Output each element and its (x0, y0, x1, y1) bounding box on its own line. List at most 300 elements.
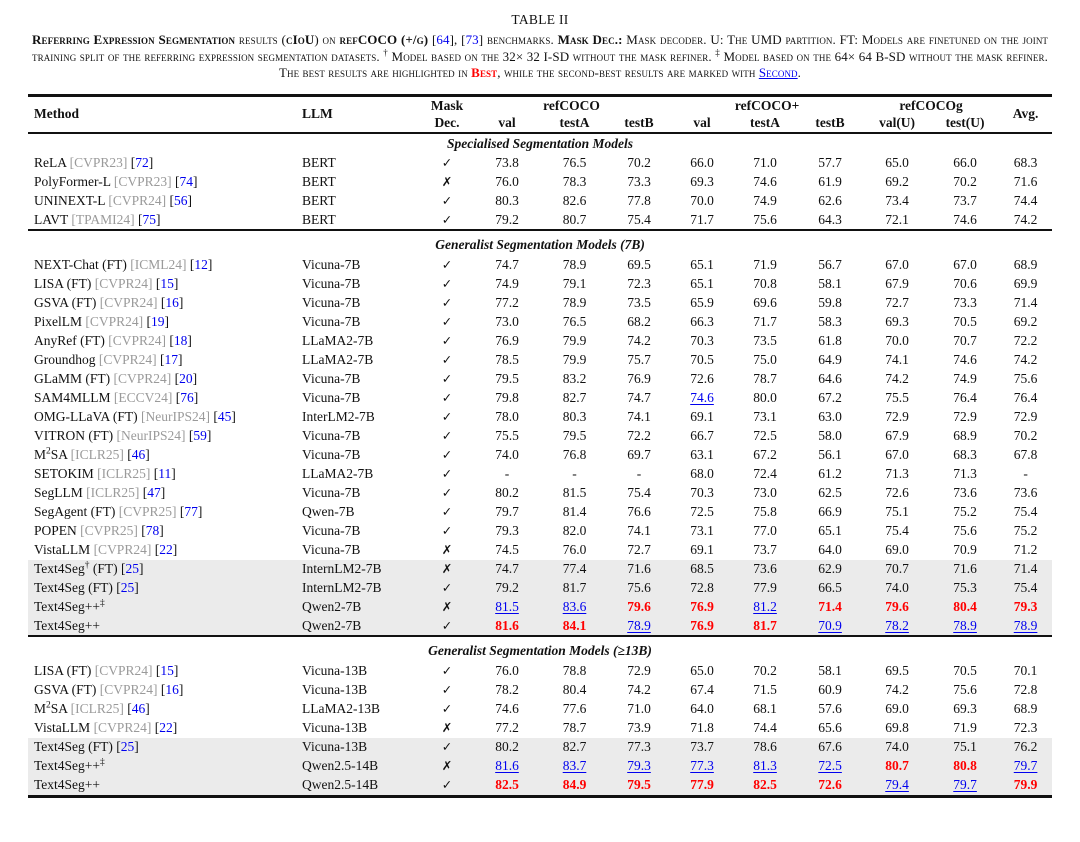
score-cell: 71.6 (1013, 174, 1038, 189)
results-table (28, 97, 1052, 795)
llm-cell: Vicuna-7B (302, 314, 361, 329)
cross-icon: ✗ (441, 758, 453, 773)
score-cell: 82.7 (562, 390, 587, 405)
score-cell: 78.9 (562, 295, 587, 310)
llm-cell: BERT (302, 211, 336, 227)
citation-bracket: [ (175, 174, 180, 189)
score-cell: 72.2 (1013, 333, 1038, 348)
caption-text: , while the second-best results are marked with (497, 65, 759, 80)
table-row (28, 681, 1052, 700)
score-cell: 64.9 (818, 352, 842, 367)
score-cell: 62.6 (818, 193, 842, 208)
score-cell: 72.9 (1013, 409, 1038, 424)
score-cell: 74.2 (885, 682, 909, 697)
table-row (28, 370, 1052, 389)
mask-dec-cell (422, 681, 472, 700)
citation-link[interactable]: 15 (160, 276, 174, 291)
score-cell: 73.1 (690, 523, 714, 538)
score-cell: 79.3 (495, 523, 519, 538)
cross-icon: ✗ (441, 174, 453, 189)
score-cell: 78.9 (607, 617, 671, 636)
score-cell: 76.9 (671, 617, 733, 636)
citation-link[interactable]: 22 (159, 720, 173, 735)
citation-bracket: [ (154, 542, 160, 557)
check-icon: ✓ (441, 257, 453, 272)
score-cell: 74.6 (953, 211, 977, 227)
citation-link[interactable]: 46 (131, 447, 146, 462)
citation-bracket: ] (206, 428, 212, 443)
score-cell: 65.1 (690, 257, 714, 272)
citation-link[interactable]: 25 (125, 561, 140, 576)
mask-dec-cell (422, 617, 472, 636)
score-cell: 70.6 (953, 276, 977, 291)
section-title: Generalist Segmentation Models (7B) (435, 237, 645, 252)
llm-cell: Vicuna-7B (302, 276, 361, 291)
table-row (28, 446, 1052, 465)
mask-dec-cell (422, 776, 472, 795)
score-cell: - (636, 466, 642, 481)
table-row (28, 617, 1052, 636)
citation-bracket: [ (169, 193, 175, 208)
section-header-row (28, 641, 1052, 662)
score-cell: 65.1 (690, 276, 714, 291)
citation-link[interactable]: 17 (164, 352, 179, 367)
citation-link[interactable]: 78 (145, 523, 160, 538)
score-cell: 80.4 (931, 598, 999, 617)
cross-icon: ✗ (441, 720, 453, 735)
venue-tag: [ICLR25] (70, 701, 124, 716)
table-row (28, 389, 1052, 408)
score-cell: 70.2 (1013, 428, 1038, 443)
caption-text: ] benchmarks. (478, 32, 558, 47)
caption-footnote-mark: † (383, 47, 389, 58)
citation-bracket: ] (156, 211, 161, 227)
score-cell: 65.0 (885, 155, 909, 170)
venue-tag: [CVPR24] (113, 371, 172, 386)
score-cell: 74.5 (495, 542, 519, 557)
method-name: SegLLM (34, 485, 87, 500)
score-cell: 79.5 (607, 776, 671, 795)
score-cell: 69.1 (690, 542, 714, 557)
score-cell: 68.9 (1013, 257, 1038, 272)
mask-dec-cell (422, 700, 472, 719)
citation-link[interactable]: 74 (179, 174, 193, 189)
caption-text: . (797, 65, 802, 80)
score-cell: 56.1 (818, 447, 842, 462)
group-header-refcoco: refCOCO (543, 97, 600, 113)
score-cell: 68.9 (1013, 701, 1038, 716)
llm-cell: Vicuna-13B (302, 720, 368, 735)
method-cell (28, 211, 296, 230)
score-cell: 77.9 (671, 776, 733, 795)
score-cell: 78.7 (753, 371, 777, 386)
caption-text: Model based on the 32× 32 I-SD without the mask refiner. (388, 48, 716, 64)
table-row (28, 757, 1052, 776)
col-header-refcocoplus-val: val (671, 115, 733, 133)
llm-cell: Vicuna-7B (302, 390, 361, 405)
llm-cell: Vicuna-7B (302, 542, 361, 557)
score-cell: 72.3 (1013, 720, 1038, 735)
score-cell: 81.2 (733, 598, 797, 617)
col-header-refcoco-testa: testA (542, 115, 607, 133)
venue-tag: [ICLR25] (70, 447, 124, 462)
method-name: Text4Seg++ (34, 617, 101, 633)
score-cell: 67.8 (1013, 447, 1038, 462)
score-cell: 74.7 (627, 390, 651, 405)
score-cell: 74.2 (1013, 211, 1038, 227)
score-cell: 81.7 (733, 617, 797, 636)
table-row (28, 173, 1052, 192)
mask-dec-cell (422, 275, 472, 294)
venue-tag: [TPAMI24] (71, 211, 135, 227)
score-cell: 71.0 (753, 155, 777, 170)
score-cell: 79.9 (999, 776, 1052, 795)
citation-link[interactable]: 15 (160, 663, 174, 678)
method-superscript: 2 (46, 446, 51, 457)
mask-dec-cell (422, 408, 472, 427)
score-cell: 73.3 (953, 295, 977, 310)
score-cell: 70.5 (953, 663, 977, 678)
score-cell: 56.7 (818, 257, 842, 272)
score-cell: 69.1 (690, 409, 714, 424)
score-cell: 69.3 (953, 701, 977, 716)
score-cell: 63.1 (690, 447, 714, 462)
score-cell: 74.2 (627, 682, 651, 697)
score-cell: 73.1 (753, 409, 777, 424)
score-cell: 74.6 (690, 390, 714, 405)
citation-link[interactable]: 18 (173, 333, 188, 348)
score-cell: 81.4 (562, 504, 587, 519)
llm-cell: Vicuna-7B (302, 257, 361, 272)
score-cell: 69.8 (885, 720, 909, 735)
score-cell: 65.1 (818, 523, 842, 538)
check-icon: ✓ (441, 409, 453, 424)
score-cell: 66.5 (797, 579, 863, 598)
score-cell: 77.4 (542, 560, 607, 579)
score-cell: - (1023, 466, 1028, 481)
score-cell: 76.0 (495, 174, 519, 189)
score-cell: 66.3 (690, 314, 714, 329)
score-cell: 75.7 (627, 352, 651, 367)
caption-citation-link[interactable]: 64 (436, 32, 450, 47)
check-icon: ✓ (441, 485, 453, 500)
llm-cell: LLaMA2-7B (302, 352, 374, 367)
check-icon: ✓ (441, 617, 453, 633)
method-name: Text4Seg (FT) (34, 739, 117, 754)
score-cell: 64.3 (818, 211, 842, 227)
venue-tag: [CVPR23] (113, 174, 172, 189)
citation-bracket: ] (192, 371, 198, 386)
caption-citation-link[interactable]: 73 (465, 32, 479, 47)
score-cell: 79.2 (472, 579, 542, 598)
section-header-row (28, 235, 1052, 256)
score-cell: 62.5 (818, 485, 842, 500)
venue-tag: [CVPR24] (93, 542, 152, 557)
mask-dec-cell (422, 465, 472, 484)
citation-link[interactable]: 46 (131, 701, 146, 716)
score-cell: 79.7 (999, 757, 1052, 776)
venue-tag: [CVPR24] (85, 314, 144, 329)
citation-link[interactable]: 11 (158, 466, 172, 481)
caption-text: results ( (235, 32, 286, 47)
score-cell: 59.8 (818, 295, 842, 310)
check-icon: ✓ (441, 777, 453, 792)
citation-link[interactable]: 59 (193, 428, 207, 443)
score-cell: 75.4 (1013, 504, 1038, 519)
citation-link[interactable]: 75 (142, 211, 157, 227)
citation-link[interactable]: 16 (165, 295, 179, 310)
citation-bracket: [ (146, 314, 152, 329)
llm-cell: Vicuna-7B (302, 295, 361, 310)
score-cell: 61.2 (818, 466, 842, 481)
score-cell: 67.4 (690, 682, 714, 697)
score-cell: 67.0 (953, 257, 977, 272)
citation-bracket: [ (160, 682, 166, 697)
score-cell: 65.9 (690, 295, 714, 310)
method-name: ReLA (34, 155, 70, 170)
score-cell: 76.5 (562, 155, 587, 170)
table-row (28, 484, 1052, 503)
score-cell: 67.9 (885, 276, 909, 291)
citation-link[interactable]: 25 (120, 739, 135, 754)
score-cell: 72.9 (627, 663, 651, 678)
citation-link[interactable]: 47 (147, 485, 161, 500)
score-cell: 77.9 (733, 579, 797, 598)
mask-dec-cell (422, 662, 472, 681)
check-icon: ✓ (441, 333, 453, 348)
method-name: Groundhog (34, 352, 99, 367)
score-cell: 58.3 (818, 314, 842, 329)
score-cell: 74.1 (885, 352, 909, 367)
score-cell: 78.2 (863, 617, 931, 636)
check-icon: ✓ (441, 193, 453, 208)
score-cell: 73.7 (953, 193, 977, 208)
method-cell (28, 617, 296, 636)
score-cell: 72.7 (627, 542, 651, 557)
method-name: (FT) (89, 561, 122, 576)
llm-cell: Qwen2.5-14B (296, 776, 422, 795)
llm-cell: Vicuna-7B (302, 523, 361, 538)
score-cell: 75.2 (1013, 523, 1038, 538)
score-cell: 61.8 (818, 333, 842, 348)
score-cell: 80.7 (863, 757, 931, 776)
citation-link[interactable]: 76 (180, 390, 194, 405)
score-cell: 78.5 (495, 352, 519, 367)
citation-link[interactable]: 16 (165, 682, 179, 697)
score-cell: 71.4 (999, 560, 1052, 579)
mask-dec-cell (422, 294, 472, 313)
cross-icon: ✗ (441, 561, 453, 576)
citation-link[interactable]: 25 (120, 580, 135, 595)
score-cell: 62.9 (797, 560, 863, 579)
mask-dec-cell (422, 389, 472, 408)
score-cell: 67.0 (885, 447, 909, 462)
citation-link[interactable]: 22 (159, 542, 173, 557)
score-cell: 80.2 (472, 738, 542, 757)
venue-tag: [ICLR25] (97, 466, 151, 481)
llm-cell: Qwen2-7B (296, 617, 422, 636)
citation-link[interactable]: 45 (217, 409, 232, 424)
score-cell: 82.5 (472, 776, 542, 795)
method-superscript: ‡ (100, 757, 105, 768)
col-header-llm: LLM (296, 97, 422, 133)
caption-text: Mask Dec.: (557, 32, 623, 47)
table-row (28, 275, 1052, 294)
score-cell: 78.7 (562, 720, 587, 735)
cross-icon: ✗ (441, 542, 453, 557)
score-cell: 65.0 (690, 663, 714, 678)
venue-tag: [CVPR24] (94, 663, 153, 678)
method-name: POPEN (34, 523, 81, 538)
score-cell: 67.2 (753, 447, 777, 462)
col-header-avg: Avg. (999, 97, 1052, 133)
score-cell: 70.3 (690, 333, 714, 348)
score-cell: 73.4 (885, 193, 909, 208)
method-name: Text4Seg (FT) (34, 580, 117, 595)
score-cell: 70.9 (797, 617, 863, 636)
score-cell: 81.6 (472, 757, 542, 776)
score-cell: 74.4 (753, 720, 777, 735)
score-cell: 69.9 (1013, 276, 1038, 291)
score-cell: 68.3 (953, 447, 977, 462)
score-cell: 66.9 (818, 504, 842, 519)
citation-link[interactable]: 72 (135, 155, 149, 170)
citation-link[interactable]: 77 (184, 504, 198, 519)
mask-dec-cell (422, 351, 472, 370)
mask-dec-cell (422, 154, 472, 173)
score-cell: 77.2 (495, 295, 519, 310)
venue-tag: [CVPR24] (108, 333, 167, 348)
score-cell: 73.7 (753, 542, 777, 557)
table-row (28, 700, 1052, 719)
score-cell: 72.5 (753, 428, 777, 443)
score-cell: 77.8 (627, 193, 651, 208)
score-cell: - (504, 466, 510, 481)
score-cell: 83.6 (542, 598, 607, 617)
score-cell: 81.5 (472, 598, 542, 617)
citation-bracket: ] (160, 485, 166, 500)
mask-dec-cell (422, 757, 472, 776)
table-row (28, 719, 1052, 738)
score-cell: 75.6 (953, 523, 977, 538)
citation-bracket: ] (139, 561, 144, 576)
method-cell (28, 173, 296, 192)
method-name: VistaLLM (34, 542, 94, 557)
method-name: Text4Seg (34, 561, 85, 576)
citation-bracket: ] (172, 720, 178, 735)
citation-bracket: [ (160, 295, 166, 310)
score-cell: 80.8 (931, 757, 999, 776)
score-cell: 68.9 (953, 428, 977, 443)
citation-bracket: [ (213, 409, 218, 424)
score-cell: 69.0 (885, 542, 909, 557)
score-cell: 70.0 (885, 333, 909, 348)
score-cell: 74.9 (953, 371, 977, 386)
venue-tag: [NeurIPS24] (141, 409, 210, 424)
caption-second-sample: Second (758, 65, 798, 80)
llm-cell: Vicuna-7B (302, 485, 361, 500)
method-cell (28, 776, 296, 795)
citation-bracket: ] (193, 390, 199, 405)
mask-dec-cell (422, 332, 472, 351)
score-cell: 79.6 (863, 598, 931, 617)
score-cell: 63.0 (818, 409, 842, 424)
citation-link[interactable]: 19 (151, 314, 165, 329)
table-row (28, 427, 1052, 446)
score-cell: 69.7 (627, 447, 651, 462)
col-header-refcocoplus-testa: testA (733, 115, 797, 133)
citation-bracket: [ (138, 211, 143, 227)
llm-cell: Qwen2-7B (296, 598, 422, 617)
score-cell: 74.0 (863, 738, 931, 757)
venue-tag: [CVPR24] (94, 276, 153, 291)
score-cell: 67.9 (885, 428, 909, 443)
venue-tag: [CVPR24] (108, 193, 167, 208)
venue-tag: [NeurIPS24] (116, 428, 186, 443)
caption-text: refCOCO (+/g) (339, 32, 429, 47)
mask-dec-cell (422, 560, 472, 579)
citation-link[interactable]: 56 (174, 193, 188, 208)
col-header-mask-dec (422, 97, 472, 133)
table-row (28, 313, 1052, 332)
check-icon: ✓ (441, 447, 453, 462)
method-cell (28, 681, 296, 700)
score-cell: 75.2 (953, 504, 977, 519)
score-cell: 79.4 (863, 776, 931, 795)
llm-cell: Qwen2.5-14B (296, 757, 422, 776)
score-cell: 74.6 (953, 352, 977, 367)
llm-cell: Vicuna-7B (302, 428, 361, 443)
score-cell: 74.7 (472, 560, 542, 579)
venue-tag: [CVPR23] (69, 155, 128, 170)
method-cell (28, 579, 296, 598)
method-name: LISA (FT) (34, 663, 95, 678)
citation-bracket: ] (173, 663, 179, 678)
table-row (28, 738, 1052, 757)
score-cell: 64.6 (818, 371, 842, 386)
mask-dec-cell (422, 598, 472, 617)
score-cell: 71.7 (690, 211, 714, 227)
citation-link[interactable]: 12 (194, 257, 208, 272)
score-cell: 80.7 (562, 211, 587, 227)
llm-cell: Qwen-7B (302, 504, 355, 519)
citation-bracket: ] (193, 174, 198, 189)
score-cell: 79.9 (562, 333, 587, 348)
caption-text: ], [ (449, 32, 466, 47)
score-cell: 72.8 (1013, 682, 1038, 697)
score-cell: 72.6 (797, 776, 863, 795)
citation-bracket: [ (188, 428, 194, 443)
citation-link[interactable]: 20 (179, 371, 193, 386)
score-cell: 79.1 (562, 276, 587, 291)
caption-text: cIoU (285, 32, 315, 47)
score-cell: 81.5 (562, 485, 587, 500)
mask-dec-cell (422, 503, 472, 522)
score-cell: 75.6 (753, 211, 777, 227)
mask-dec-cell (422, 211, 472, 230)
score-cell: 76.0 (562, 542, 587, 557)
check-icon: ✓ (441, 276, 453, 291)
group-header-refcoco-plus: refCOCO+ (734, 97, 800, 113)
llm-cell: InternLM2-7B (296, 560, 422, 579)
score-cell: 77.3 (607, 738, 671, 757)
score-cell: 80.3 (562, 409, 587, 424)
score-cell: 70.5 (690, 352, 714, 367)
score-cell: 70.2 (627, 155, 651, 170)
llm-cell: LLaMA2-13B (302, 701, 380, 716)
score-cell: 75.5 (885, 390, 909, 405)
score-cell: 76.9 (495, 333, 519, 348)
